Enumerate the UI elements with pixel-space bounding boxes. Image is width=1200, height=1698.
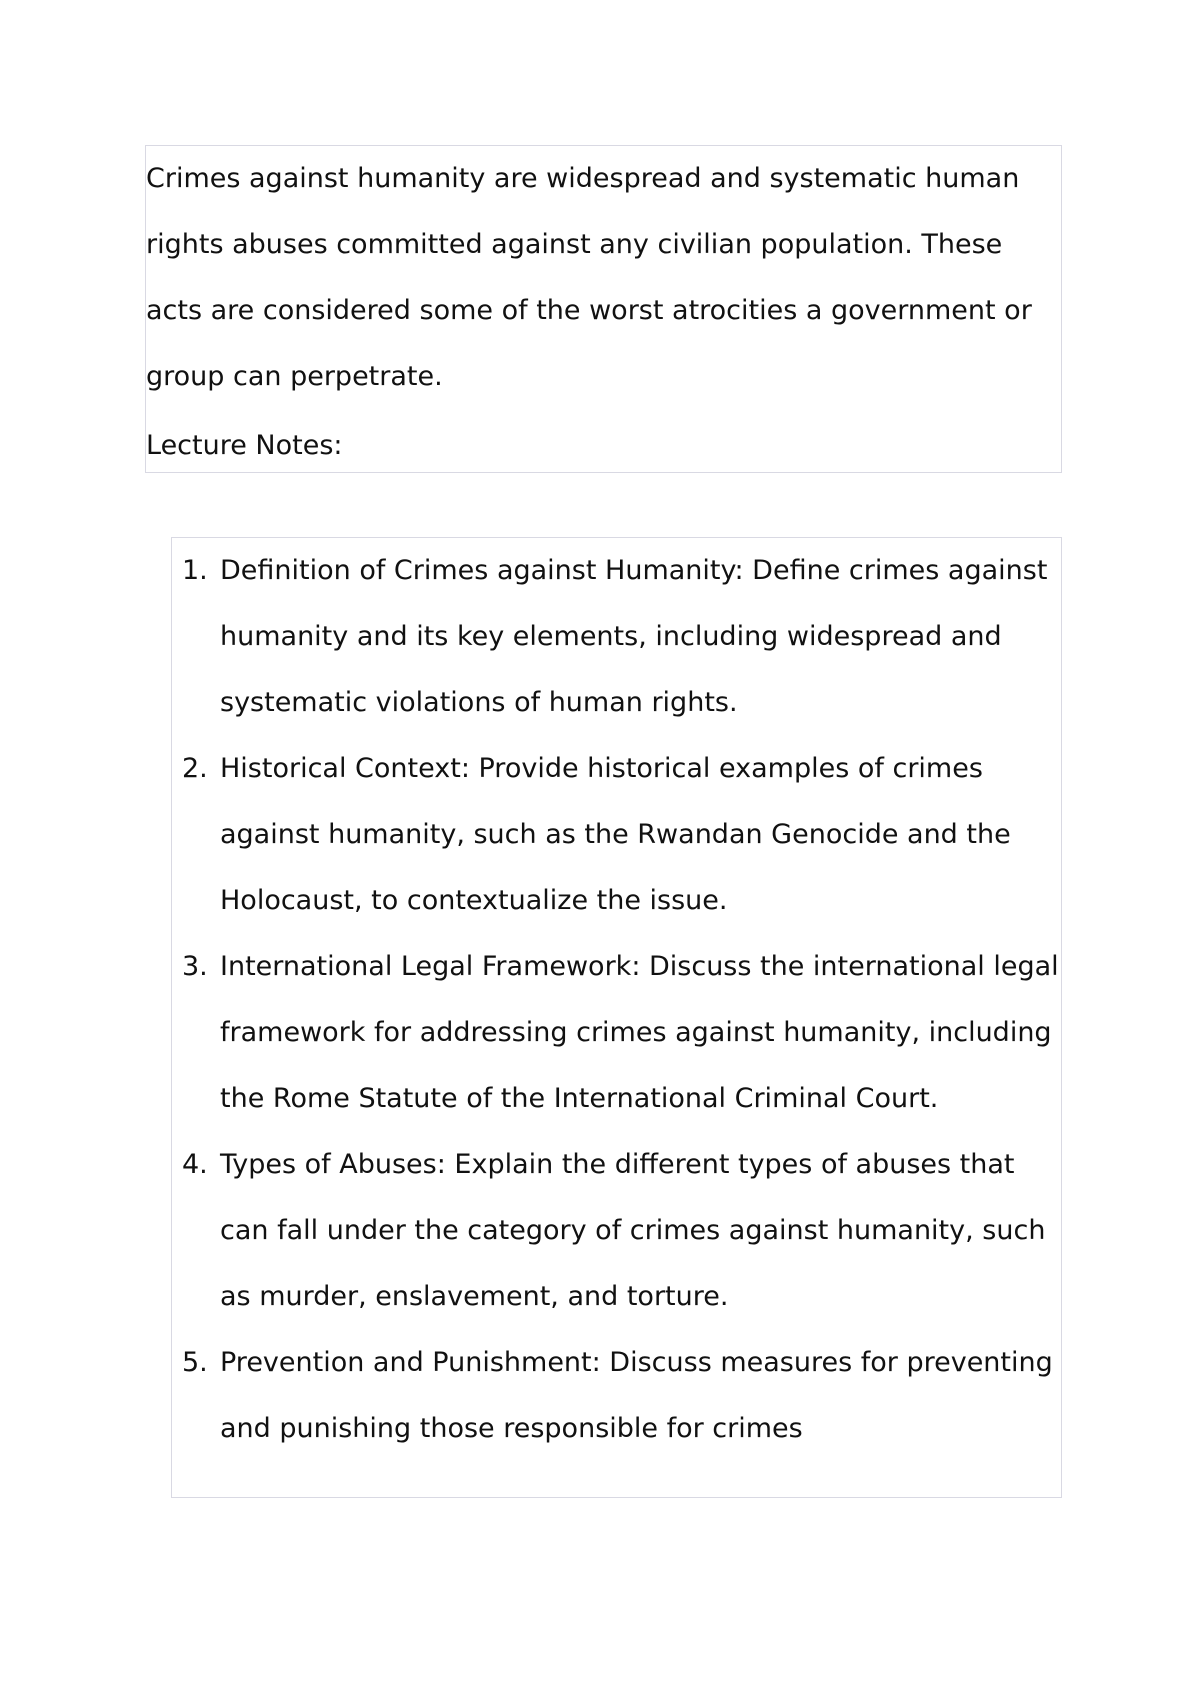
list-item-number: 5. [182, 1347, 208, 1378]
list-item-text: International Legal Framework: Discuss the international legal framework for addressing crimes against humanity, including the Rome Statute of the International Criminal Court. [220, 951, 1059, 1114]
lecture-notes-list [172, 538, 1061, 1462]
list-item [182, 1132, 1061, 1330]
list-item-number: 4. [182, 1149, 208, 1180]
list-item-text: Prevention and Punishment: Discuss measures for preventing and punishing those responsible for crimes [220, 1347, 1053, 1444]
list-item [182, 1330, 1061, 1462]
lecture-notes-label: Lecture Notes: [146, 430, 343, 461]
list-item [182, 538, 1061, 736]
list-item-text: Definition of Crimes against Humanity: Define crimes against humanity and its key elements, including widespread and systematic violations of human rights. [220, 555, 1048, 718]
lecture-notes-box [171, 537, 1062, 1498]
intro-box [145, 145, 1062, 473]
list-item-text: Historical Context: Provide historical examples of crimes against humanity, such as the Rwandan Genocide and the Holocaust, to contextualize the issue. [220, 753, 1011, 916]
list-item-number: 2. [182, 753, 208, 784]
intro-paragraph: Crimes against humanity are widespread and systematic human rights abuses committed against any civilian population. These acts are considered some of the worst atrocities a government or group can perpetrate. [146, 163, 1032, 392]
list-item [182, 934, 1061, 1132]
list-item-text: Types of Abuses: Explain the different types of abuses that can fall under the category of crimes against humanity, such as murder, enslavement, and torture. [220, 1149, 1046, 1312]
list-item [182, 736, 1061, 934]
list-item-number: 3. [182, 951, 208, 982]
list-item-number: 1. [182, 555, 208, 586]
